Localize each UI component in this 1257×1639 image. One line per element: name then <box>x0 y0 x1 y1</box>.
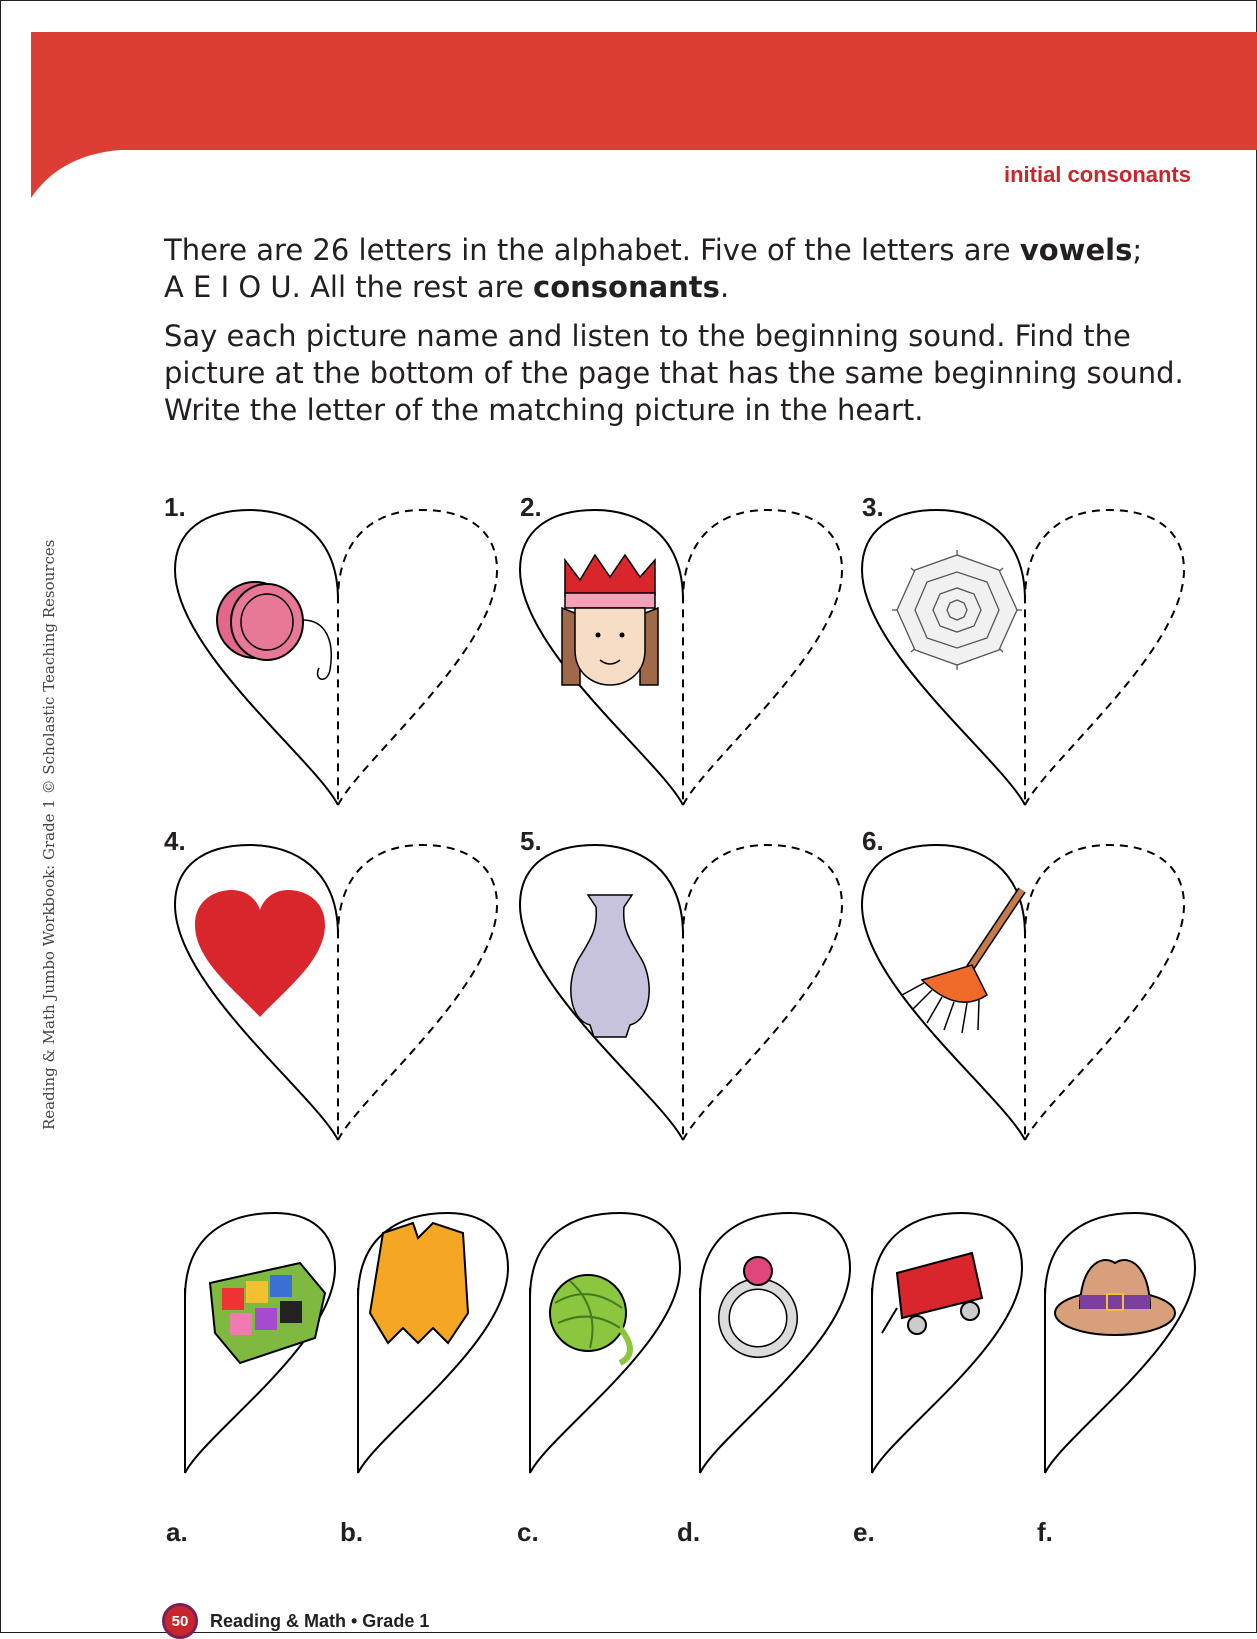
answer-e-label: e. <box>853 1517 875 1547</box>
answer-box-6[interactable] <box>1025 845 1184 1140</box>
queen-picture <box>562 555 658 685</box>
quilt-picture <box>210 1263 325 1363</box>
hat-picture <box>1055 1260 1175 1335</box>
answer-b-half-heart <box>358 1213 508 1473</box>
problem-5-label: 5. <box>520 826 542 856</box>
web-picture <box>892 550 1022 670</box>
answer-a-label: a. <box>166 1517 188 1547</box>
answer-box-3[interactable] <box>1025 510 1184 805</box>
answer-box-4[interactable] <box>338 845 497 1140</box>
yo-yo-picture <box>217 582 331 679</box>
vest-picture <box>370 1223 468 1343</box>
wagon-picture <box>882 1253 982 1334</box>
problem-4-label: 4. <box>164 826 186 856</box>
heart-picture <box>195 890 325 1017</box>
yarn-picture <box>550 1275 630 1363</box>
problem-6-label: 6. <box>862 826 884 856</box>
answer-d-label: d. <box>677 1517 701 1547</box>
problem-4-heart <box>175 845 497 1140</box>
problem-3-label: 3. <box>862 492 884 522</box>
topic-label: initial consonants <box>1003 162 1191 187</box>
page-footer <box>162 1603 429 1639</box>
problem-5-heart <box>520 845 842 1140</box>
answer-c-label: c. <box>517 1517 539 1547</box>
intro-paragraph-2: Say each picture name and listen to the beginning sound. Find the picture at the bottom of the page that has the same beginning sound. Write the letter of the matching picture in the heart. <box>164 319 1184 427</box>
intro-paragraph-1: There are 26 letters in the alphabet. Five of the letters are vowels; A E I O U. All the rest are consonants. <box>164 233 1143 304</box>
problem-2-heart <box>520 510 842 805</box>
problem-6-heart <box>862 845 1184 1140</box>
problem-2-label: 2. <box>520 492 542 522</box>
problem-1-label: 1. <box>164 492 186 522</box>
problem-1-heart <box>175 510 497 805</box>
problem-3-heart <box>862 510 1184 805</box>
ring-picture <box>724 1257 792 1352</box>
answer-e-half-heart <box>872 1213 1022 1473</box>
answer-c-half-heart <box>530 1213 680 1473</box>
answer-box-5[interactable] <box>683 845 842 1140</box>
answer-a-half-heart <box>185 1213 335 1473</box>
vase-picture <box>571 895 649 1037</box>
answer-box-2[interactable] <box>683 510 842 805</box>
answer-box-1[interactable] <box>338 510 497 805</box>
copyright-note: Reading & Math Jumbo Workbook: Grade 1 © Scholastic Teaching Resources <box>40 539 58 1130</box>
rake-picture <box>902 890 1022 1033</box>
answer-d-half-heart <box>700 1213 850 1473</box>
answer-b-label: b. <box>340 1517 364 1547</box>
footer-title: Reading & Math • Grade 1 <box>210 1610 430 1631</box>
answer-f-half-heart <box>1045 1213 1195 1473</box>
answer-f-label: f. <box>1037 1517 1053 1547</box>
page-number-badge: 50 <box>162 1603 198 1639</box>
